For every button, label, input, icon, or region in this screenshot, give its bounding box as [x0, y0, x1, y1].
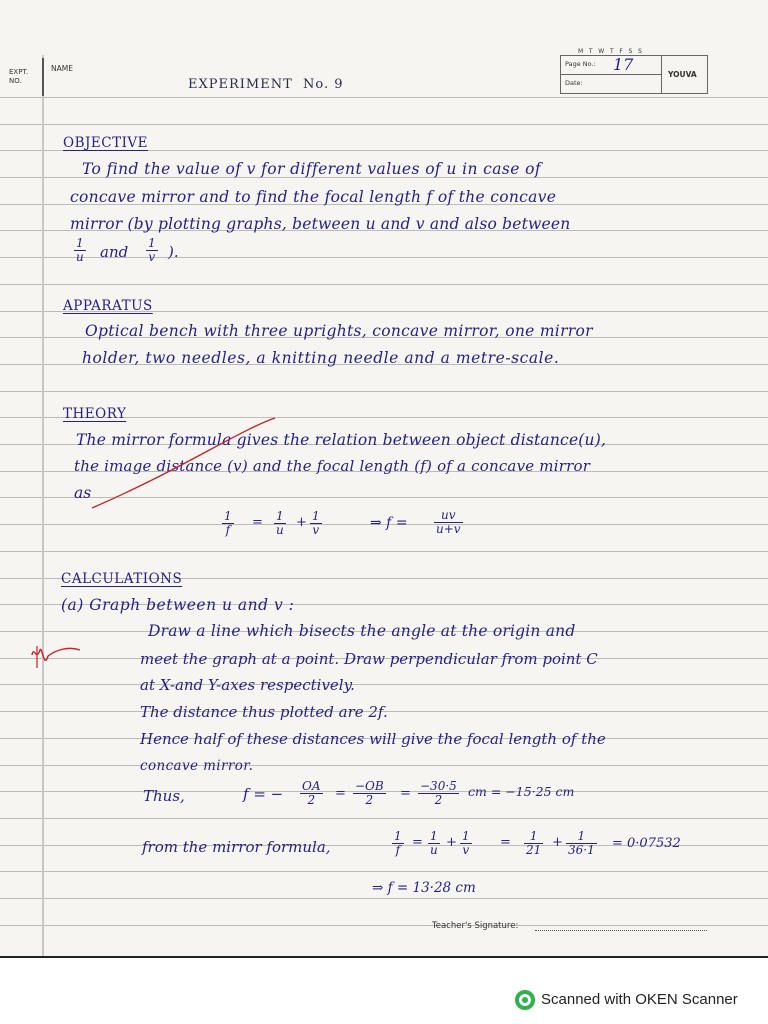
fraction-value-over-2: −30·5 2: [420, 779, 457, 807]
ruled-line: [0, 124, 768, 125]
ruled-line: [0, 284, 768, 285]
weekday-row: M T W T F S S: [578, 48, 642, 55]
calc-eq-1: =: [412, 835, 423, 850]
calculations-heading: CALCULATIONS: [61, 571, 183, 587]
focal-length-result-graph: cm = −15·25 cm: [468, 784, 575, 799]
ruled-line: [0, 871, 768, 872]
thus-label: Thus,: [143, 787, 185, 805]
mirror-formula: [218, 508, 498, 548]
calc-line-4: The distance thus plotted are 2f.: [140, 703, 388, 721]
graph-subheading: (a) Graph between u and v :: [61, 596, 295, 614]
f-equals: f = −: [243, 785, 284, 803]
header-box: [0, 48, 768, 97]
theory-line-1: The mirror formula gives the relation between object distance(u),: [76, 431, 607, 449]
ruled-line: [0, 925, 768, 926]
ruled-line: [0, 497, 768, 498]
page-no-label: Page No.:: [565, 60, 596, 68]
formula-plus: +: [296, 515, 307, 530]
ruled-line: [0, 684, 768, 685]
apparatus-heading: APPARATUS: [63, 298, 153, 314]
equals-2: =: [335, 786, 346, 801]
ruled-line: [0, 765, 768, 766]
equals-3: =: [400, 786, 411, 801]
page-no-box: [560, 55, 662, 94]
formula-one-over-f: 1 f: [224, 509, 232, 537]
calc-line-1: Draw a line which bisects the angle at the origin and: [148, 622, 576, 640]
ruled-line: [0, 898, 768, 899]
teacher-signature-line: [535, 930, 707, 931]
formula-equals: =: [252, 515, 263, 530]
formula-one-over-u: 1 u: [276, 509, 284, 537]
page-bottom-edge: [0, 956, 768, 958]
calc-plus-1: +: [446, 835, 457, 850]
calc-line-6: concave mirror.: [140, 758, 254, 774]
calc-one-over-v: 1 v: [462, 829, 470, 857]
calc-one-over-36: 1 36·1: [568, 829, 595, 857]
formula-uv-over-u-plus-v: uv u+v: [436, 508, 461, 536]
expt-no-label: EXPT. NO.: [9, 68, 29, 85]
theory-heading: THEORY: [63, 406, 127, 422]
apparatus-line-2: holder, two needles, a knitting needle and a metre-scale.: [82, 349, 560, 367]
fraction-oa-over-2: OA 2: [302, 779, 321, 807]
objective-line-1: To find the value of v for different values of u in case of: [82, 160, 542, 178]
brand-logo-text: YOUVA: [668, 70, 697, 79]
fraction-ob-over-2: −OB 2: [355, 779, 384, 807]
oken-scanner-logo-icon: [515, 990, 535, 1010]
objective-line-3: mirror (by plotting graphs, between u and v and also between: [70, 215, 571, 233]
formula-implies: ⇒ f =: [370, 515, 408, 531]
experiment-title: EXPERIMENT No. 9: [188, 77, 344, 92]
apparatus-line-1: Optical bench with three uprights, concave mirror, one mirror: [85, 322, 593, 340]
page-number: 17: [613, 55, 634, 74]
teacher-signature-label: Teacher's Signature:: [432, 921, 519, 931]
calc-line-5: Hence half of these distances will give the focal length of the: [140, 730, 606, 748]
reciprocal-result: = 0·07532: [612, 836, 681, 851]
mirror-formula-label: from the mirror formula,: [142, 838, 331, 856]
objective-close: ).: [168, 243, 179, 261]
fraction-one-over-v: 1 v: [148, 236, 156, 264]
objective-heading: OBJECTIVE: [63, 135, 149, 151]
calc-one-over-21: 1 21: [526, 829, 542, 857]
calc-eq-2: =: [500, 835, 511, 850]
name-label: NAME: [51, 64, 73, 73]
margin-line: [42, 55, 44, 958]
theory-line-2: the image distance (v) and the focal length (f) of a concave mirror: [74, 457, 591, 475]
theory-line-3: as: [74, 484, 92, 502]
calc-one-over-u: 1 u: [430, 829, 438, 857]
brand-box: [660, 55, 708, 94]
calc-line-2: meet the graph at a point. Draw perpendicular from point C: [140, 650, 598, 668]
final-focal-length: ⇒ f = 13·28 cm: [372, 880, 476, 896]
ruled-line: [0, 818, 768, 819]
ruled-line: [0, 551, 768, 552]
fraction-one-over-u: 1 u: [76, 236, 84, 264]
objective-line-2: concave mirror and to find the focal length f of the concave: [70, 188, 557, 206]
ruled-line: [0, 391, 768, 392]
formula-one-over-v: 1 v: [312, 509, 320, 537]
objective-line-4: and: [100, 243, 129, 261]
calc-line-3: at X-and Y-axes respectively.: [140, 676, 355, 694]
date-label: Date:: [565, 79, 583, 87]
calc-one-over-f: 1 f: [394, 829, 402, 857]
ruled-line: [0, 97, 768, 98]
calc-plus-2: +: [552, 835, 563, 850]
scanner-watermark-text: Scanned with OKEN Scanner: [541, 991, 738, 1008]
